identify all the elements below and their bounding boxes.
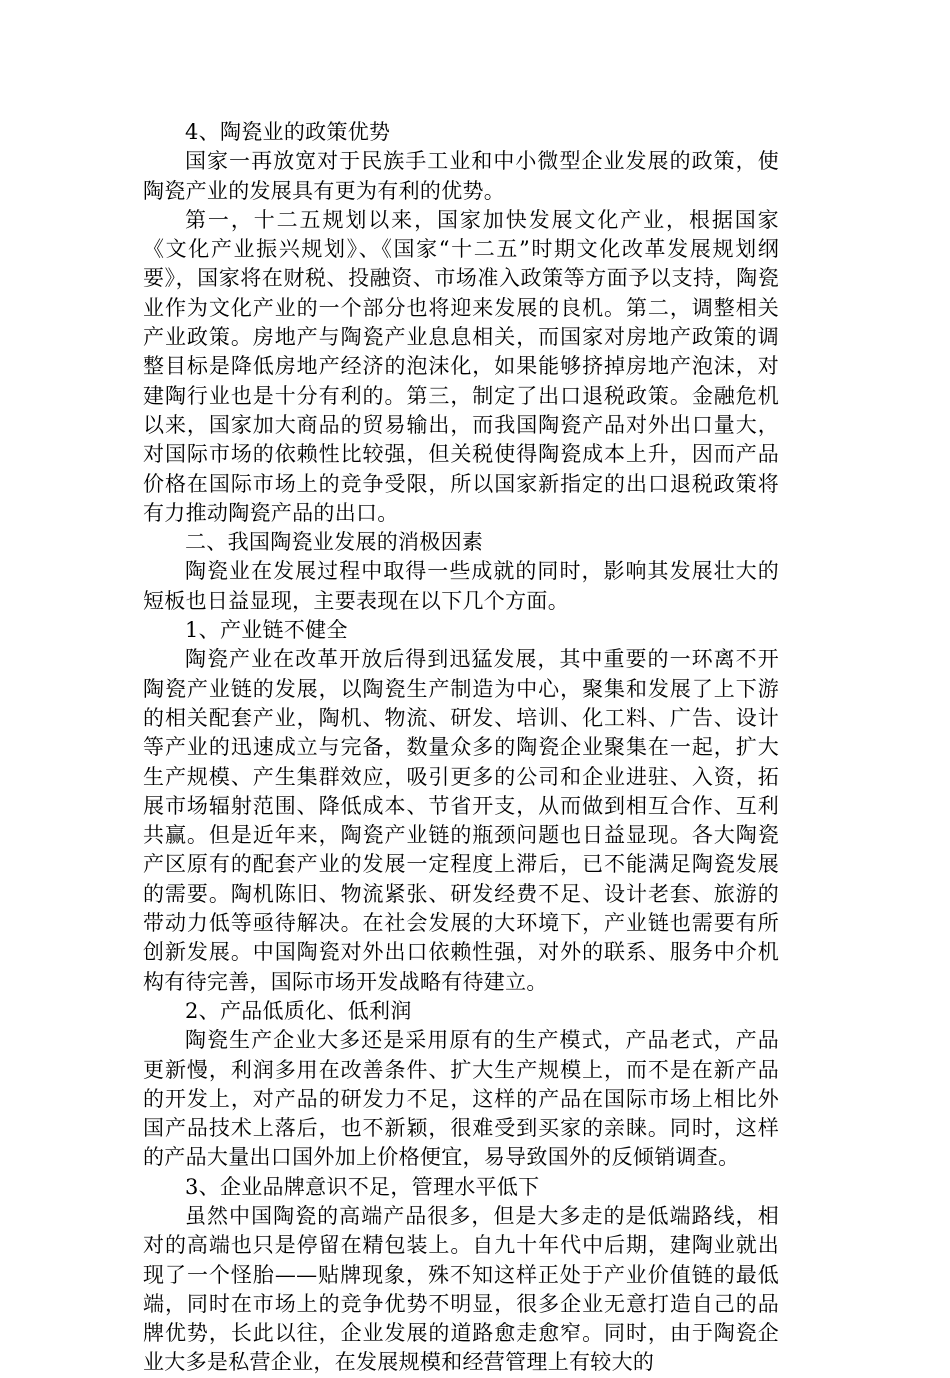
paragraph-industry-chain: 陶瓷产业在改革开放后得到迅猛发展，其中重要的一环离不开陶瓷产业链的发展，以陶瓷生产制造为中心，聚集和发展了上下游的相关配套产业，陶机、物流、研发、培训、化工料、广告、设计等产业的迅速成立与完备，数量众多的陶瓷企业聚集在一起，扩大生产规模、产生集群效应，吸引更多的公司和企业进驻、入资，拓展市场辐射范围、降低成本、节省开支，从而做到相互合作、互利共赢。但是近年来，陶瓷产业链的瓶颈问题也日益显现。各大陶瓷产区原有的配套产业的发展一定程度上滞后，已不能满足陶瓷发展的需要。陶机陈旧、物流紧张、研发经费不足、设计老套、旅游的带动力低等亟待解决。在社会发展的大环境下，产业链也需要有所创新发展。中国陶瓷对外出口依赖性强，对外的联系、服务中介机构有待完善，国际市场开发战略有待建立。 <box>143 647 779 994</box>
paragraph-low-quality: 陶瓷生产企业大多还是采用原有的生产模式，产品老式，产品更新慢，利润多用在改善条件、扩大生产规模上，而不是在新产品的开发上，对产品的研发力不足，这样的产品在国际市场上相比外国产品技术上落后，也不新颖，很难受到买家的亲睐。同时，这样的产品大量出口国外加上价格便宜，易导致国外的反倾销调查。 <box>143 1028 779 1170</box>
section-heading-negative-factors: 二、我国陶瓷业发展的消极因素 <box>185 530 484 555</box>
subheading-brand-awareness: 3、企业品牌意识不足，管理水平低下 <box>185 1174 540 1199</box>
paragraph-policy-details: 第一，十二五规划以来，国家加快发展文化产业，根据国家《文化产业振兴规划》、《国家“十二五”时期文化改革发展规划纲要》，国家将在财税、投融资、市场准入政策等方面予以支持，陶瓷业作为文化产业的一个部分也将迎来发展的良机。第二，调整相关产业政策。房地产与陶瓷产业息息相关，而国家对房地产政策的调整目标是降低房地产经济的泡沫化，如果能够挤掉房地产泡沫，对建陶行业也是十分有利的。第三，制定了出口退税政策。金融危机以来，国家加大商品的贸易输出，而我国陶瓷产品对外出口量大，对国际市场的依赖性比较强，但关税使得陶瓷成本上升，因而产品价格在国际市场上的竞争受限，所以国家新指定的出口退税政策将有力推动陶瓷产品的出口。 <box>143 207 779 525</box>
section-heading-policy-advantage: 4、陶瓷业的政策优势 <box>185 120 391 144</box>
document-body <box>143 118 779 1378</box>
paragraph-policy-intro: 国家一再放宽对于民族手工业和中小微型企业发展的政策，使陶瓷产业的发展具有更为有利的优势。 <box>143 149 779 203</box>
paragraph-negative-intro: 陶瓷业在发展过程中取得一些成就的同时，影响其发展壮大的短板也日益显现，主要表现在以下几个方面。 <box>143 559 779 613</box>
paragraph-brand-awareness: 虽然中国陶瓷的高端产品很多，但是大多走的是低端路线，相对的高端也只是停留在精包装上。自九十年代中后期，建陶业就出现了一个怪胎——贴牌现象，殊不知这样正处于产业价值链的最低端，同时在市场上的竞争优势不明显，很多企业无意打造自己的品牌优势，长此以往，企业发展的道路愈走愈窄。同时，由于陶瓷企业大多是私营企业，在发展规模和经营管理上有较大的 <box>143 1203 779 1375</box>
subheading-industry-chain: 1、产业链不健全 <box>185 618 348 643</box>
subheading-low-quality: 2、产品低质化、低利润 <box>185 998 412 1023</box>
